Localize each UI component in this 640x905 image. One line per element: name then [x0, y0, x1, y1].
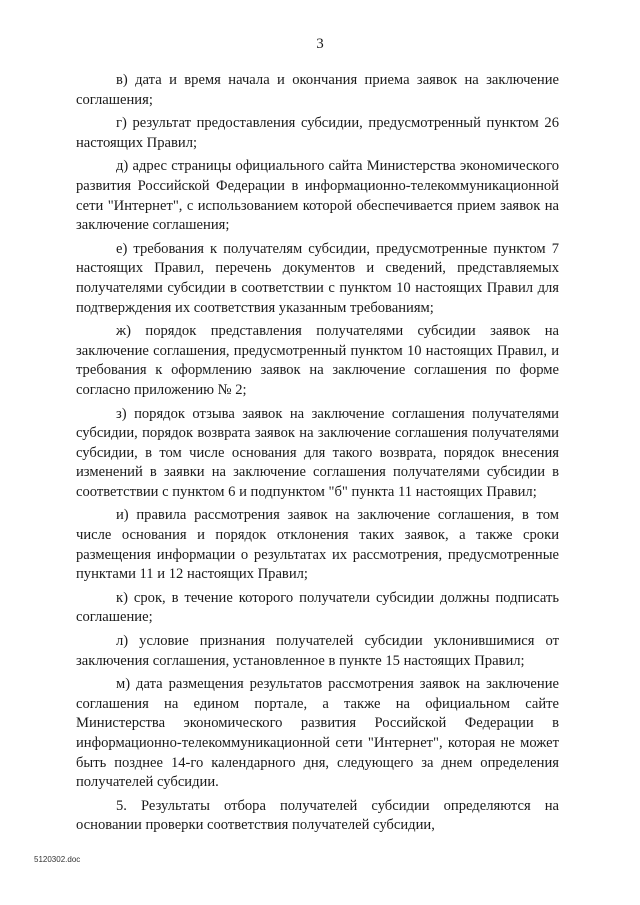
paragraph-zh: ж) порядок представления получателями субсидии заявок на заключение соглашения, предусмотренный пунктом 10 настоящих Правил, и требования к оформлению заявок на заключение соглашения по форме согласно приложению № 2; [76, 323, 559, 398]
paragraph-g: г) результат предоставления субсидии, предусмотренный пунктом 26 настоящих Правил; [76, 115, 559, 151]
paragraph-d: д) адрес страницы официального сайта Министерства экономического развития Российской Федерации в информационно-телекоммуникационной сети "Интернет", с использованием которой обеспечивается прием заявок на заключение соглашения; [76, 158, 559, 234]
paragraph-5: 5. Результаты отбора получателей субсидии определяются на основании проверки соответствия получателей субсидии, [76, 797, 559, 834]
paragraph-e: е) требования к получателям субсидии, предусмотренные пунктом 7 настоящих Правил, перечень документов и сведений, представляемых получателями субсидии в соответствии с пунктом 10 настоящих Правил для подтверждения их соответствия указанным требованиям; [76, 240, 559, 316]
footer-file-code: 5120302.doc [34, 855, 81, 864]
paragraph-i: и) правила рассмотрения заявок на заключение соглашения, в том числе основания и порядок отклонения таких заявок, а также сроки размещения информации о результатах их рассмотрения, предусмотренные пунктами 11 и 12 настоящих Правил; [76, 507, 559, 583]
paragraph-l: л) условие признания получателей субсидии уклонившимися от заключения соглашения, установленное в пункте 15 настоящих Правил; [76, 633, 559, 669]
paragraph-z: з) порядок отзыва заявок на заключение соглашения получателями субсидии, порядок возврата заявок на заключение соглашения получателями субсидии, в том числе основания для такого возврата, порядок внесения изменений в заявки на заключение соглашения получателями субсидии в соответствии с пунктом 6 и подпунктом "б" пункта 11 настоящих Правил; [76, 405, 559, 500]
paragraph-m: м) дата размещения результатов рассмотрения заявок на заключение соглашения на едином портале, а также на официальном сайте Министерства экономического развития Российской Федерации в информационно-телекоммуникационной сети "Интернет", которая не может быть позднее 14-го календарного дня, следующего за днем определения получателей субсидии. [76, 676, 559, 791]
document-body [76, 71, 559, 836]
paragraph-k: к) срок, в течение которого получатели субсидии должны подписать соглашение; [76, 589, 559, 626]
page-number: 3 [316, 36, 324, 52]
paragraph-v: в) дата и время начала и окончания приема заявок на заключение соглашения; [76, 72, 559, 108]
